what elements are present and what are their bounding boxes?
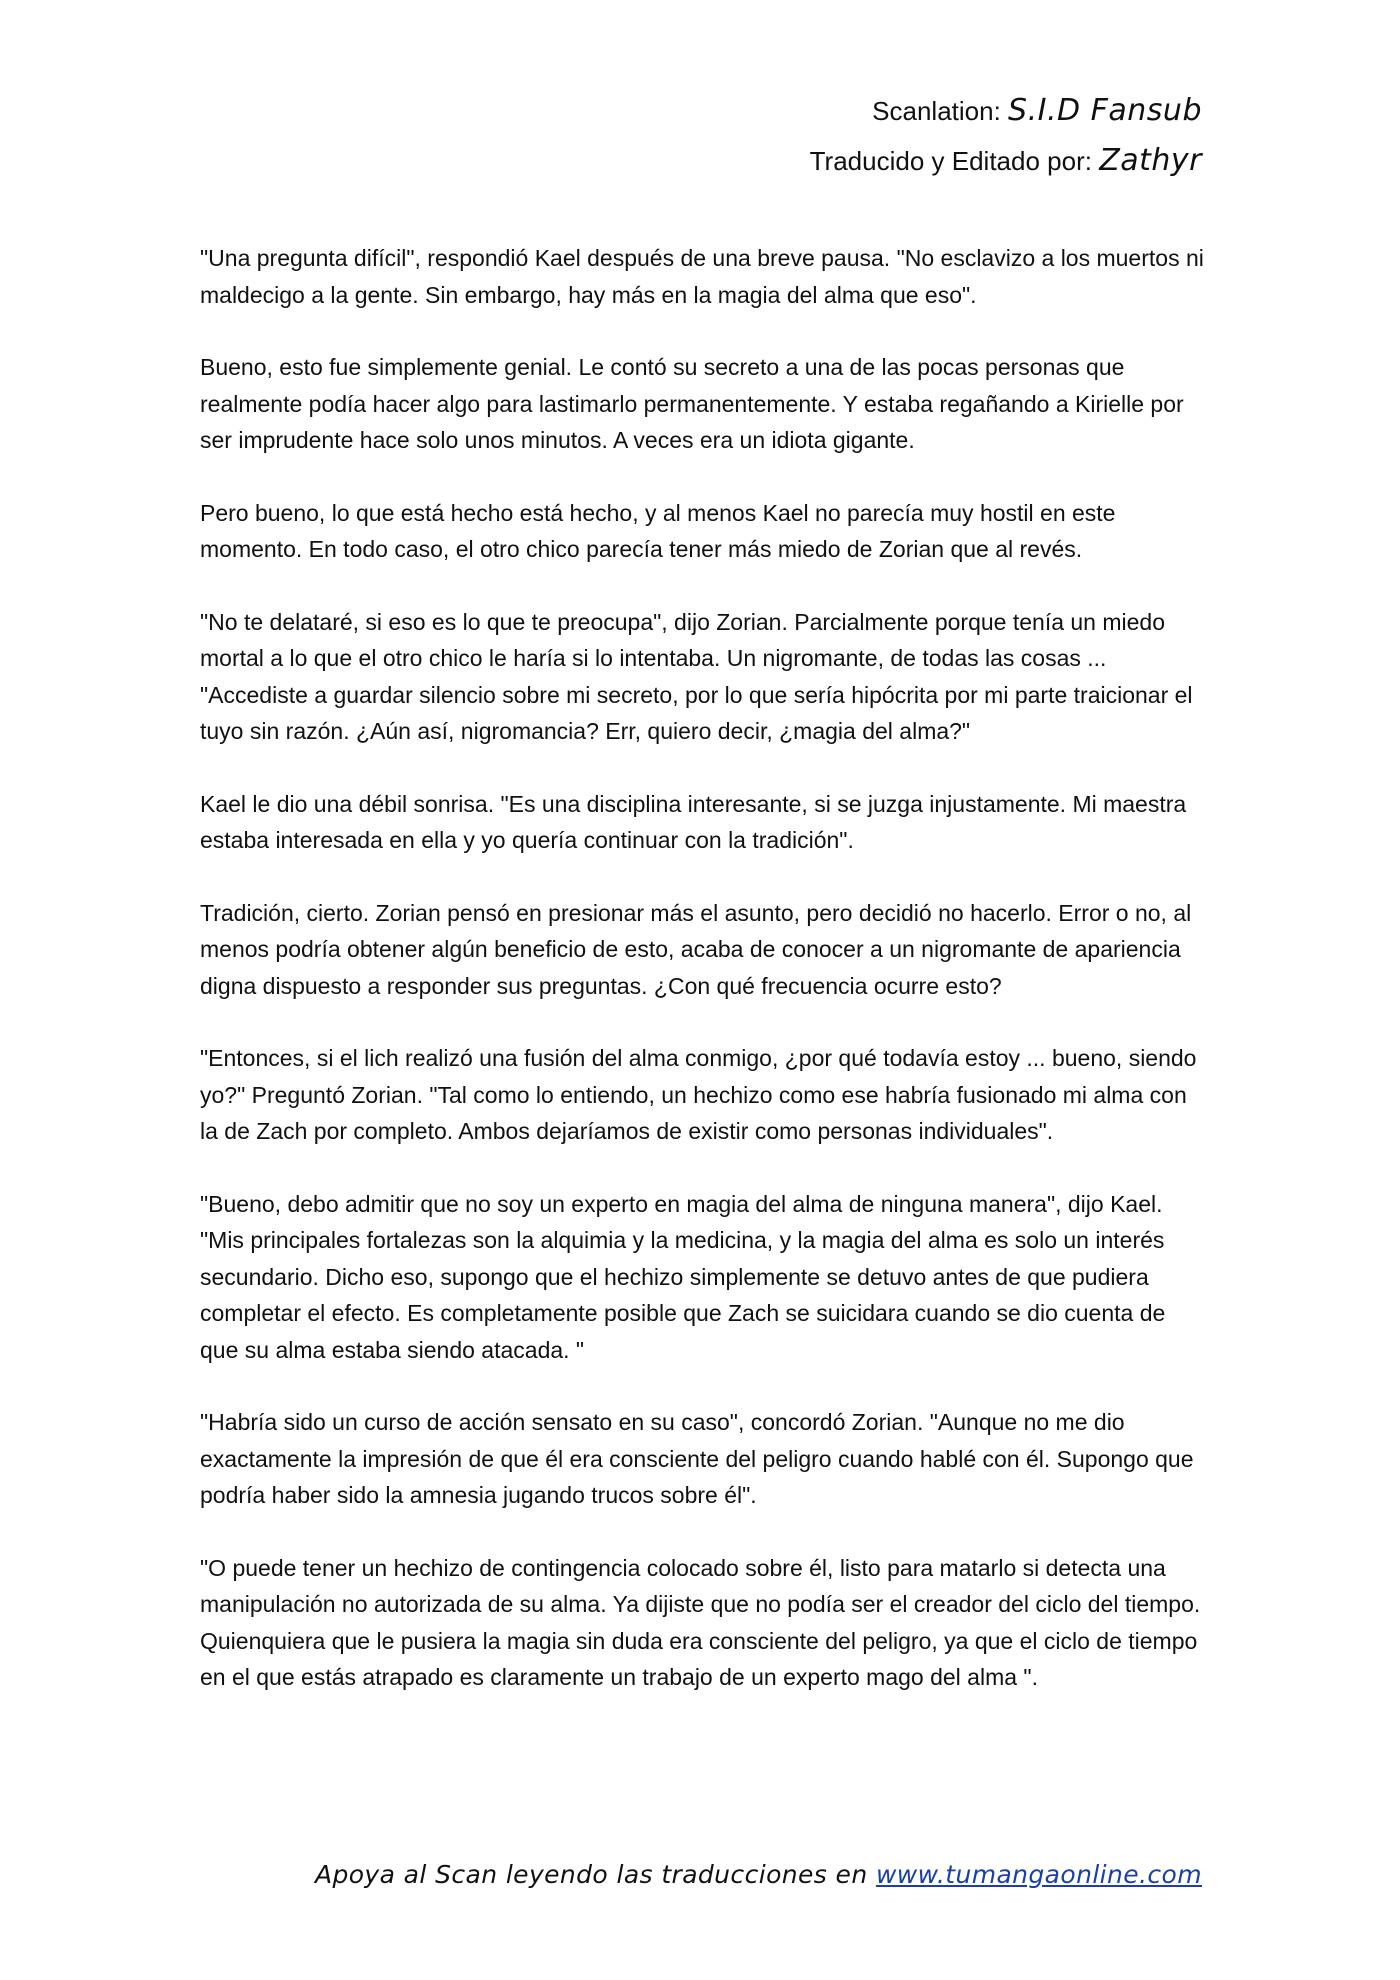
paragraph: "Entonces, si el lich realizó una fusión del alma conmigo, ¿por qué todavía estoy ... bueno, siendo yo?" Preguntó Zorian. "Tal como lo entiendo, un hechizo como ese habría fusionado mi alma con la de Zach por completo. Ambos dejaríamos de existir como personas individuales".: [200, 1045, 1197, 1144]
scanlation-label: Scanlation:: [872, 96, 1001, 126]
translator-label: Traducido y Editado por:: [809, 146, 1092, 176]
paragraph: Kael le dio una débil sonrisa. "Es una disciplina interesante, si se juzga injustamente. Mi maestra estaba interesada en ella y yo quería continuar con la tradición".: [200, 790, 1187, 853]
paragraph: "Habría sido un curso de acción sensato en su caso", concordó Zorian. "Aunque no me dio exactamente la impresión de que él era consciente del peligro cuando hablé con él. Supongo que podría haber sido la amnesia jugando trucos sobre él".: [200, 1409, 1194, 1508]
paragraph: "Bueno, debo admitir que no soy un experto en magia del alma de ninguna manera", dijo Kael. "Mis principales fortalezas son la alquimia y la medicina, y la magia del alma es solo un interés secundario. Dicho eso, supongo que el hechizo simplemente se detuvo antes de que pudiera completar el efecto. Es completamente posible que Zach se suicidara cuando se dio cuenta de que su alma estaba siendo atacada. ": [200, 1190, 1166, 1363]
paragraph: Pero bueno, lo que está hecho está hecho, y al menos Kael no parecía muy hostil en este momento. En todo caso, el otro chico parecía tener más miedo de Zorian que al revés.: [200, 499, 1116, 562]
credits-header: [810, 86, 1202, 186]
tumangaonline-link[interactable]: www.tumangaonline.com: [875, 1860, 1202, 1889]
scanlation-credit-line: [810, 86, 1202, 136]
paragraph: Bueno, esto fue simplemente genial. Le contó su secreto a una de las pocas personas que realmente podía hacer algo para lastimarlo permanentemente. Y estaba regañando a Kirielle por ser imprudente hace solo unos minutos. A veces era un idiota gigante.: [200, 354, 1184, 453]
translator-credit-line: [810, 136, 1202, 186]
story-text: [200, 240, 1210, 1732]
scanlation-name: S.I.D Fansub: [1008, 93, 1202, 128]
paragraph: "O puede tener un hechizo de contingencia colocado sobre él, listo para matarlo si detecta una manipulación no autorizada de su alma. Ya dijiste que no podía ser el creador del ciclo del tiempo. Quienquiera que le pusiera la magia sin duda era consciente del peligro, ya que el ciclo de tiempo en el que estás atrapado es claramente un trabajo de un experto mago del alma ".: [200, 1554, 1201, 1690]
translator-name: Zathyr: [1099, 143, 1202, 178]
footer-text: Apoya al Scan leyendo las traducciones en: [314, 1860, 868, 1889]
paragraph: "Una pregunta difícil", respondió Kael después de una breve pausa. "No esclavizo a los muertos ni maldecigo a la gente. Sin embargo, hay más en la magia del alma que eso".: [200, 245, 1204, 308]
paragraph: "No te delataré, si eso es lo que te preocupa", dijo Zorian. Parcialmente porque tenía un miedo mortal a lo que el otro chico le haría si lo intentaba. Un nigromante, de todas las cosas ... "Accediste a guardar silencio sobre mi secreto, por lo que sería hipócrita por mi parte traicionar el tuyo sin razón. ¿Aún así, nigromancia? Err, quiero decir, ¿magia del alma?": [200, 608, 1193, 744]
paragraph: Tradición, cierto. Zorian pensó en presionar más el asunto, pero decidió no hacerlo. Error o no, al menos podría obtener algún beneficio de esto, acaba de conocer a un nigromante de apariencia digna dispuesto a responder sus preguntas. ¿Con qué frecuencia ocurre esto?: [200, 899, 1192, 999]
support-footer: [315, 1860, 1202, 1889]
